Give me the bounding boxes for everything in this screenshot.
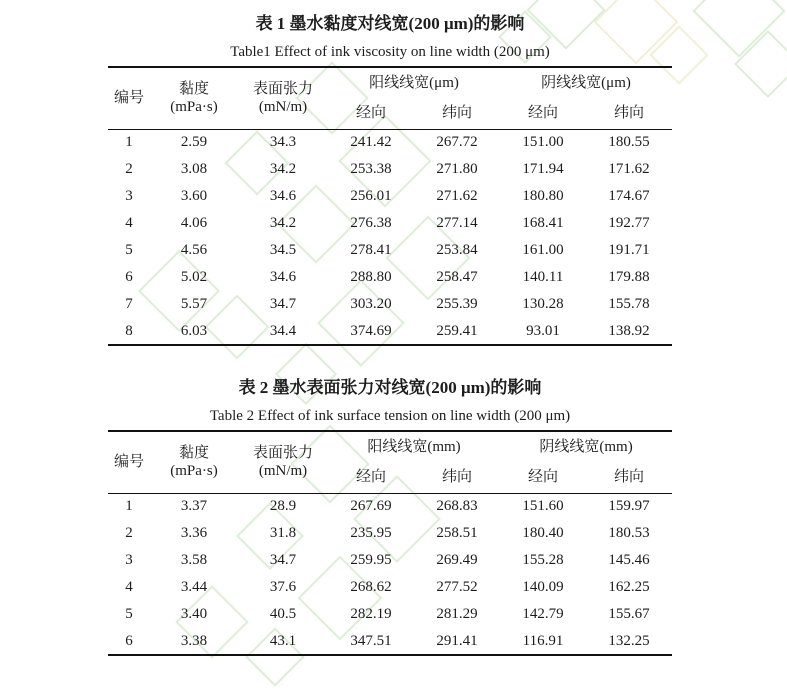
table-cell: 347.51 — [350, 632, 392, 649]
table-cell: 374.69 — [350, 322, 392, 339]
table-cell: 259.95 — [350, 552, 392, 569]
table-cell: 3.40 — [180, 606, 208, 623]
table-cell: 34.6 — [269, 269, 297, 286]
table-cell: 34.2 — [269, 161, 297, 178]
table2-body — [108, 493, 672, 655]
col-header-surface-tension — [238, 67, 328, 129]
table-cell: 162.25 — [608, 579, 650, 596]
table-cell: 2.59 — [180, 134, 208, 151]
table-row — [108, 628, 672, 655]
table-cell: 1 — [125, 498, 133, 515]
table-cell: 256.01 — [350, 188, 392, 205]
table-cell: 5.57 — [180, 296, 208, 313]
table-cell: 155.28 — [522, 552, 564, 569]
table1-section — [108, 12, 672, 346]
table-cell: 180.55 — [608, 134, 650, 151]
table-cell: 3.38 — [180, 632, 208, 649]
table-cell: 277.52 — [436, 579, 478, 596]
table-cell: 3.36 — [180, 525, 208, 542]
col-header-viscosity — [150, 67, 238, 129]
col-header-surface-tension-unit: (mN/m) — [258, 99, 308, 116]
table-cell: 151.00 — [522, 134, 564, 151]
table-cell: 278.41 — [350, 242, 392, 259]
table-cell: 155.78 — [608, 296, 650, 313]
table-cell: 192.77 — [608, 215, 650, 232]
table-cell: 3 — [125, 188, 133, 205]
table-cell: 37.6 — [269, 579, 297, 596]
col-header-surface-tension-label: 表面张力 — [252, 444, 313, 461]
table-cell: 145.46 — [608, 552, 650, 569]
col-header-weft: 纬向 — [614, 468, 645, 485]
table-cell: 159.97 — [608, 498, 650, 515]
table-row — [108, 318, 672, 345]
table-cell: 40.5 — [269, 606, 297, 623]
table-row — [108, 547, 672, 574]
table-cell: 277.14 — [436, 215, 478, 232]
col-header-warp: 经向 — [355, 104, 386, 121]
table2 — [108, 430, 672, 656]
col-header-viscosity-unit: (mPa·s) — [170, 463, 218, 480]
table-cell: 8 — [125, 322, 133, 339]
table-cell: 241.42 — [350, 134, 392, 151]
table-cell: 303.20 — [350, 296, 392, 313]
col-header-surface-tension-unit: (mN/m) — [258, 463, 308, 480]
table2-title-en: Table 2 Effect of ink surface tension on line width (200 μm) — [209, 408, 571, 424]
table-cell: 2 — [125, 161, 133, 178]
table-cell: 258.51 — [436, 525, 478, 542]
table-cell: 93.01 — [526, 322, 560, 339]
table-cell: 34.4 — [269, 322, 297, 339]
table-cell: 3.60 — [180, 188, 208, 205]
table1-title-en: Table1 Effect of ink viscosity on line width (200 μm) — [230, 44, 550, 60]
table-cell: 258.47 — [436, 269, 478, 286]
table-cell: 4 — [125, 215, 133, 232]
table-cell: 174.67 — [608, 188, 650, 205]
table-header-row — [108, 431, 672, 462]
table-cell: 180.53 — [608, 525, 650, 542]
table-cell: 171.62 — [608, 161, 650, 178]
table-cell: 28.9 — [269, 498, 297, 515]
table-cell: 34.7 — [269, 296, 297, 313]
group-header-positive-line: 阳线线宽(μm) — [369, 74, 459, 91]
table-cell: 5.02 — [180, 269, 208, 286]
watermark-diamond-icon — [734, 30, 787, 98]
table-cell: 235.95 — [350, 525, 392, 542]
table-row — [108, 601, 672, 628]
table-row — [108, 156, 672, 183]
col-header-viscosity-unit: (mPa·s) — [170, 99, 218, 116]
table-cell: 4.06 — [180, 215, 208, 232]
col-header-surface-tension-label: 表面张力 — [252, 80, 313, 97]
table-cell: 191.71 — [608, 242, 650, 259]
table-cell: 255.39 — [436, 296, 478, 313]
table-cell: 4.56 — [180, 242, 208, 259]
table-row — [108, 574, 672, 601]
table-cell: 269.49 — [436, 552, 478, 569]
table-cell: 253.84 — [436, 242, 478, 259]
table-cell: 5 — [125, 242, 133, 259]
table-row — [108, 183, 672, 210]
table-row — [108, 237, 672, 264]
table-cell: 130.28 — [522, 296, 564, 313]
table-cell: 281.29 — [436, 606, 478, 623]
table-cell: 34.7 — [269, 552, 297, 569]
table-cell: 268.83 — [436, 498, 478, 515]
table-cell: 282.19 — [350, 606, 392, 623]
table-cell: 4 — [125, 579, 133, 596]
table-cell: 268.62 — [350, 579, 392, 596]
table2-section — [108, 376, 672, 656]
table-cell: 43.1 — [269, 632, 297, 649]
table-cell: 179.88 — [608, 269, 650, 286]
group-header-positive-line: 阳线线宽(mm) — [367, 438, 461, 455]
table-cell: 3.37 — [180, 498, 208, 515]
col-header-warp: 经向 — [528, 468, 559, 485]
group-header-negative-line: 阴线线宽(mm) — [539, 438, 633, 455]
table-cell: 151.60 — [522, 498, 564, 515]
table-cell: 7 — [125, 296, 133, 313]
table-header-row — [108, 67, 672, 98]
col-header-weft: 纬向 — [442, 104, 473, 121]
table-cell: 34.2 — [269, 215, 297, 232]
table-cell: 2 — [125, 525, 133, 542]
col-header-warp: 经向 — [355, 468, 386, 485]
table-cell: 6 — [125, 632, 133, 649]
col-header-surface-tension — [238, 431, 328, 493]
table-cell: 267.72 — [436, 134, 478, 151]
table-cell: 259.41 — [436, 322, 478, 339]
table-row — [108, 129, 672, 156]
table-cell: 6 — [125, 269, 133, 286]
table-cell: 3.44 — [180, 579, 208, 596]
table-row — [108, 210, 672, 237]
table-cell: 5 — [125, 606, 133, 623]
table-cell: 1 — [125, 134, 133, 151]
table-cell: 6.03 — [180, 322, 208, 339]
table1-body — [108, 129, 672, 345]
group-header-negative-line: 阴线线宽(μm) — [541, 74, 631, 91]
table-cell: 140.09 — [522, 579, 564, 596]
table-cell: 267.69 — [350, 498, 392, 515]
table-cell: 155.67 — [608, 606, 650, 623]
table-cell: 140.11 — [522, 269, 564, 286]
table-cell: 161.00 — [522, 242, 564, 259]
col-header-viscosity-label: 黏度 — [178, 80, 209, 97]
table-cell: 253.38 — [350, 161, 392, 178]
table-cell: 276.38 — [350, 215, 392, 232]
watermark-diamond-icon — [692, 0, 785, 58]
table-cell: 34.6 — [269, 188, 297, 205]
table-cell: 34.5 — [269, 242, 297, 259]
table-cell: 142.79 — [522, 606, 564, 623]
table2-header — [108, 431, 672, 493]
page-content — [108, 0, 672, 656]
table-cell: 116.91 — [522, 632, 564, 649]
table-cell: 271.80 — [436, 161, 478, 178]
table-cell: 180.80 — [522, 188, 564, 205]
table-cell: 138.92 — [608, 322, 650, 339]
col-header-warp: 经向 — [528, 104, 559, 121]
table-row — [108, 520, 672, 547]
table2-title-zh: 表 2 墨水表面张力对线宽(200 μm)的影响 — [238, 378, 542, 397]
table-row — [108, 493, 672, 520]
col-header-id: 编号 — [113, 89, 144, 106]
table1-header — [108, 67, 672, 129]
table-cell: 31.8 — [269, 525, 297, 542]
table-row — [108, 291, 672, 318]
col-header-weft: 纬向 — [614, 104, 645, 121]
col-header-weft: 纬向 — [442, 468, 473, 485]
table1 — [108, 66, 672, 346]
col-header-id: 编号 — [113, 453, 144, 470]
col-header-viscosity — [150, 431, 238, 493]
table-cell: 3.08 — [180, 161, 208, 178]
table-cell: 288.80 — [350, 269, 392, 286]
col-header-viscosity-label: 黏度 — [178, 444, 209, 461]
table-cell: 132.25 — [608, 632, 650, 649]
table-row — [108, 264, 672, 291]
table1-title-zh: 表 1 墨水黏度对线宽(200 μm)的影响 — [255, 14, 525, 33]
table-cell: 171.94 — [522, 161, 564, 178]
table-cell: 3.58 — [180, 552, 208, 569]
table-cell: 34.3 — [269, 134, 297, 151]
table-cell: 180.40 — [522, 525, 564, 542]
table-cell: 168.41 — [522, 215, 564, 232]
table-cell: 271.62 — [436, 188, 478, 205]
table-cell: 3 — [125, 552, 133, 569]
table-cell: 291.41 — [436, 632, 478, 649]
